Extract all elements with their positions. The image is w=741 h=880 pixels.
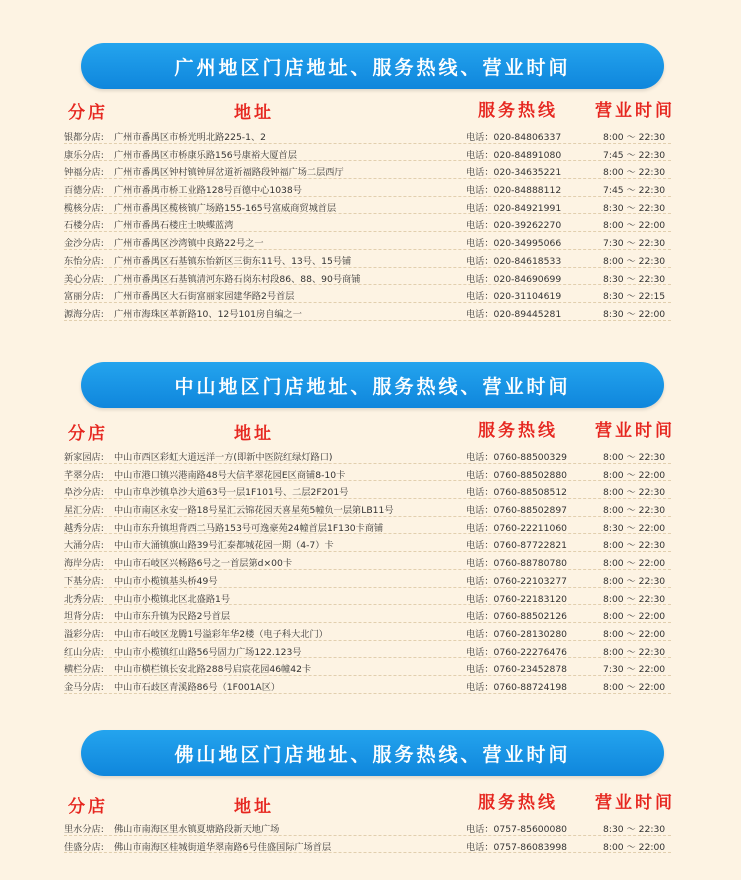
phone-header: 服务热线 [478, 101, 558, 121]
branch-header: 分店 [68, 797, 108, 817]
store-phone: 电话：0757-85600080 [466, 824, 568, 835]
store-hours: 8:00 ～ 22:30 [603, 132, 666, 143]
guangzhou-store-list [0, 126, 741, 321]
store-address: 佛山市南海区里水镇夏塘路段新天地广场 [114, 824, 280, 835]
store-phone: 电话：020-84921991 [466, 202, 562, 214]
store-address: 佛山市南海区桂城街道华翠南路6号佳盛国际广场首层 [114, 841, 332, 853]
store-phone: 电话：020-84891080 [466, 149, 562, 161]
store-branch-name: 榄核分店: [64, 202, 104, 214]
store-hours: 8:00 ～ 22:00 [603, 681, 666, 693]
store-hours: 8:00 ～ 22:00 [603, 628, 666, 640]
foshan-banner: 佛山地区门店地址、服务热线、营业时间 [81, 730, 664, 776]
store-row [0, 464, 741, 482]
store-phone: 电话：020-84806337 [466, 132, 562, 143]
store-row [0, 588, 741, 606]
store-address: 中山市西区彩虹大道远洋一方(即新中医院红绿灯路口) [114, 452, 333, 463]
store-phone: 电话：020-31104619 [466, 291, 562, 303]
store-address: 广州市番禺区钟村镇钟屏岔道祈福路段钟福广场二层西厅 [114, 167, 344, 179]
hours-header: 营业时间 [595, 793, 675, 813]
store-row [0, 285, 741, 303]
store-phone: 电话：0757-86083998 [466, 841, 568, 853]
store-address: 中山市港口镇兴港南路48号大信芊翠花园E区商铺8-10卡 [114, 469, 346, 481]
store-row [0, 303, 741, 321]
store-hours: 7:45 ～ 22:30 [603, 185, 666, 197]
store-address: 广州市番禺区榄核镇广场路155-165号富威商贸城首层 [114, 202, 337, 214]
store-phone: 电话：0760-22211060 [466, 522, 568, 534]
store-address: 广州市番禺区石基镇东怡新区三街东11号、13号、15号铺 [114, 255, 352, 267]
store-hours: 8:00 ～ 22:00 [603, 558, 666, 570]
store-branch-name: 溢彩分店: [64, 628, 104, 640]
store-hours: 8:30 ～ 22:00 [603, 522, 666, 534]
foshan-store-list [0, 818, 741, 853]
store-address: 中山市小榄镇北区北盛路1号 [114, 593, 231, 605]
store-hours: 8:00 ～ 22:00 [603, 220, 666, 232]
store-row [0, 570, 741, 588]
store-branch-name: 东怡分店: [64, 255, 104, 267]
hours-header: 营业时间 [595, 101, 675, 121]
store-phone: 电话：020-34635221 [466, 167, 562, 179]
store-branch-name: 富丽分店: [64, 291, 104, 303]
store-row [0, 179, 741, 197]
store-phone: 电话：0760-88724198 [466, 681, 568, 693]
store-phone: 电话：020-84618533 [466, 255, 562, 267]
store-address: 广州市番禺市桥工业路128号百德中心1038号 [114, 185, 302, 197]
store-branch-name: 佳盛分店: [64, 841, 104, 853]
store-branch-name: 里水分店: [64, 824, 104, 835]
store-branch-name: 横栏分店: [64, 664, 104, 676]
store-phone: 电话：0760-88780780 [466, 558, 568, 570]
store-branch-name: 百德分店: [64, 185, 104, 197]
store-hours: 8:00 ～ 22:30 [603, 593, 666, 605]
store-branch-name: 美心分店: [64, 273, 104, 285]
store-address: 广州市番禺区大石街富丽家园建华路2号首层 [114, 291, 295, 303]
store-phone: 电话：0760-88502126 [466, 611, 568, 623]
store-branch-name: 下基分店: [64, 575, 104, 587]
store-branch-name: 石楼分店: [64, 220, 104, 232]
store-hours: 7:45 ～ 22:30 [603, 149, 666, 161]
store-hours: 8:00 ～ 22:30 [603, 505, 666, 517]
store-row [0, 232, 741, 250]
store-row [0, 126, 741, 144]
store-address: 广州市番禺区石基镇清河东路石岗东村段86、88、90号商铺 [114, 273, 361, 285]
store-address: 中山市石岐区龙腾1号溢彩年华2楼（电子科大北门） [114, 628, 328, 640]
store-phone: 电话：0760-23452878 [466, 664, 568, 676]
store-hours: 8:00 ～ 22:30 [603, 167, 666, 179]
store-hours: 8:00 ～ 22:30 [603, 487, 666, 499]
store-hours: 8:00 ～ 22:00 [603, 469, 666, 481]
address-header: 地址 [234, 797, 274, 817]
store-branch-name: 阜沙分店: [64, 487, 104, 499]
store-branch-name: 芊翠分店: [64, 469, 104, 481]
store-phone: 电话：0760-22103277 [466, 575, 568, 587]
store-address: 广州市海珠区革新路10、12号101房自编之一 [114, 308, 302, 320]
store-phone: 电话：020-84690699 [466, 273, 562, 285]
store-address: 中山市东升镇坦背西二马路153号可逸豪苑24幢首层1F130卡商铺 [114, 522, 384, 534]
zhongshan-banner: 中山地区门店地址、服务热线、营业时间 [81, 362, 664, 408]
store-row [0, 676, 741, 694]
store-phone: 电话：0760-88502880 [466, 469, 568, 481]
store-branch-name: 新家园店: [64, 452, 104, 463]
store-row [0, 144, 741, 162]
store-address: 中山市东升镇为民路2号首层 [114, 611, 231, 623]
store-address: 中山市石歧区青溪路86号（1F001A区） [114, 681, 281, 693]
store-address: 广州市番禺区市桥康乐路156号康裕大厦首层 [114, 149, 297, 161]
store-branch-name: 越秀分店: [64, 522, 104, 534]
store-phone: 电话：0760-87722821 [466, 540, 568, 552]
store-hours: 8:00 ～ 22:00 [603, 611, 666, 623]
store-phone: 电话：020-89445281 [466, 308, 562, 320]
store-phone: 电话：020-39262270 [466, 220, 562, 232]
store-branch-name: 星汇分店: [64, 505, 104, 517]
store-row [0, 658, 741, 676]
hours-header: 营业时间 [595, 421, 675, 441]
store-address: 中山市石岐区兴畅路6号之一首层第d×00卡 [114, 558, 293, 570]
store-row [0, 623, 741, 641]
store-phone: 电话：0760-88508512 [466, 487, 568, 499]
phone-header: 服务热线 [478, 421, 558, 441]
store-row [0, 197, 741, 215]
store-row [0, 161, 741, 179]
store-hours: 8:00 ～ 22:30 [603, 540, 666, 552]
store-branch-name: 银都分店: [64, 132, 104, 143]
address-header: 地址 [234, 103, 274, 123]
store-hours: 7:30 ～ 22:00 [603, 664, 666, 676]
store-address: 中山市小榄镇基头桥49号 [114, 575, 218, 587]
store-row [0, 499, 741, 517]
store-branch-name: 坦背分店: [64, 611, 104, 623]
store-hours: 8:00 ～ 22:30 [603, 575, 666, 587]
store-branch-name: 北秀分店: [64, 593, 104, 605]
store-address: 中山市小榄镇红山路56号固力广场122.123号 [114, 646, 302, 658]
store-branch-name: 红山分店: [64, 646, 104, 658]
store-phone: 电话：0760-22276476 [466, 646, 568, 658]
store-address: 中山市阜沙镇阜沙大道63号一层1F101号、二层2F201号 [114, 487, 349, 499]
phone-header: 服务热线 [478, 793, 558, 813]
store-hours: 8:30 ～ 22:30 [603, 273, 666, 285]
store-branch-name: 大涌分店: [64, 540, 104, 552]
store-branch-name: 金马分店: [64, 681, 104, 693]
store-row [0, 268, 741, 286]
zhongshan-store-list [0, 446, 741, 694]
store-hours: 8:00 ～ 22:30 [603, 255, 666, 267]
store-row [0, 552, 741, 570]
store-row [0, 605, 741, 623]
store-branch-name: 金沙分店: [64, 238, 104, 250]
store-address: 广州市番禺石楼庄士映蝶蓝湾 [114, 220, 234, 232]
store-address: 广州市番禺区沙湾镇中良路22号之一 [114, 238, 264, 250]
store-phone: 电话：0760-28130280 [466, 628, 568, 640]
store-address: 广州市番禺区市桥光明北路225-1、2 [114, 132, 266, 143]
store-phone: 电话：0760-88500329 [466, 452, 568, 463]
guangzhou-banner: 广州地区门店地址、服务热线、营业时间 [81, 43, 664, 89]
store-phone: 电话：0760-22183120 [466, 593, 568, 605]
store-address: 中山市大涌镇旗山路39号汇泰都城花园一期（4-7）卡 [114, 540, 334, 552]
store-branch-name: 海岸分店: [64, 558, 104, 570]
store-hours: 8:00 ～ 22:00 [603, 841, 666, 853]
store-hours: 7:30 ～ 22:30 [603, 238, 666, 250]
store-phone: 电话：020-34995066 [466, 238, 562, 250]
store-hours: 8:00 ～ 22:30 [603, 646, 666, 658]
store-row [0, 836, 741, 854]
store-row [0, 534, 741, 552]
store-branch-name: 钟福分店: [64, 167, 104, 179]
store-hours: 8:30 ～ 22:30 [603, 202, 666, 214]
address-header: 地址 [234, 424, 274, 444]
store-row [0, 641, 741, 659]
branch-header: 分店 [68, 103, 108, 123]
store-address: 中山市南区永安一路18号星汇云锦花园天喜星苑5幢负一层第LB11号 [114, 505, 394, 517]
store-branch-name: 康乐分店: [64, 149, 104, 161]
store-row [0, 250, 741, 268]
store-row [0, 214, 741, 232]
store-hours: 8:30 ～ 22:15 [603, 291, 666, 303]
branch-header: 分店 [68, 424, 108, 444]
store-hours: 8:30 ～ 22:00 [603, 308, 666, 320]
store-row [0, 818, 741, 836]
store-branch-name: 源海分店: [64, 308, 104, 320]
store-hours: 8:30 ～ 22:30 [603, 824, 666, 835]
store-phone: 电话：0760-88502897 [466, 505, 568, 517]
store-address: 中山市横栏镇长安北路288号启宸花园46幢42卡 [114, 664, 312, 676]
store-row [0, 517, 741, 535]
store-row [0, 446, 741, 464]
store-hours: 8:00 ～ 22:30 [603, 452, 666, 463]
store-row [0, 481, 741, 499]
store-phone: 电话：020-84888112 [466, 185, 562, 197]
